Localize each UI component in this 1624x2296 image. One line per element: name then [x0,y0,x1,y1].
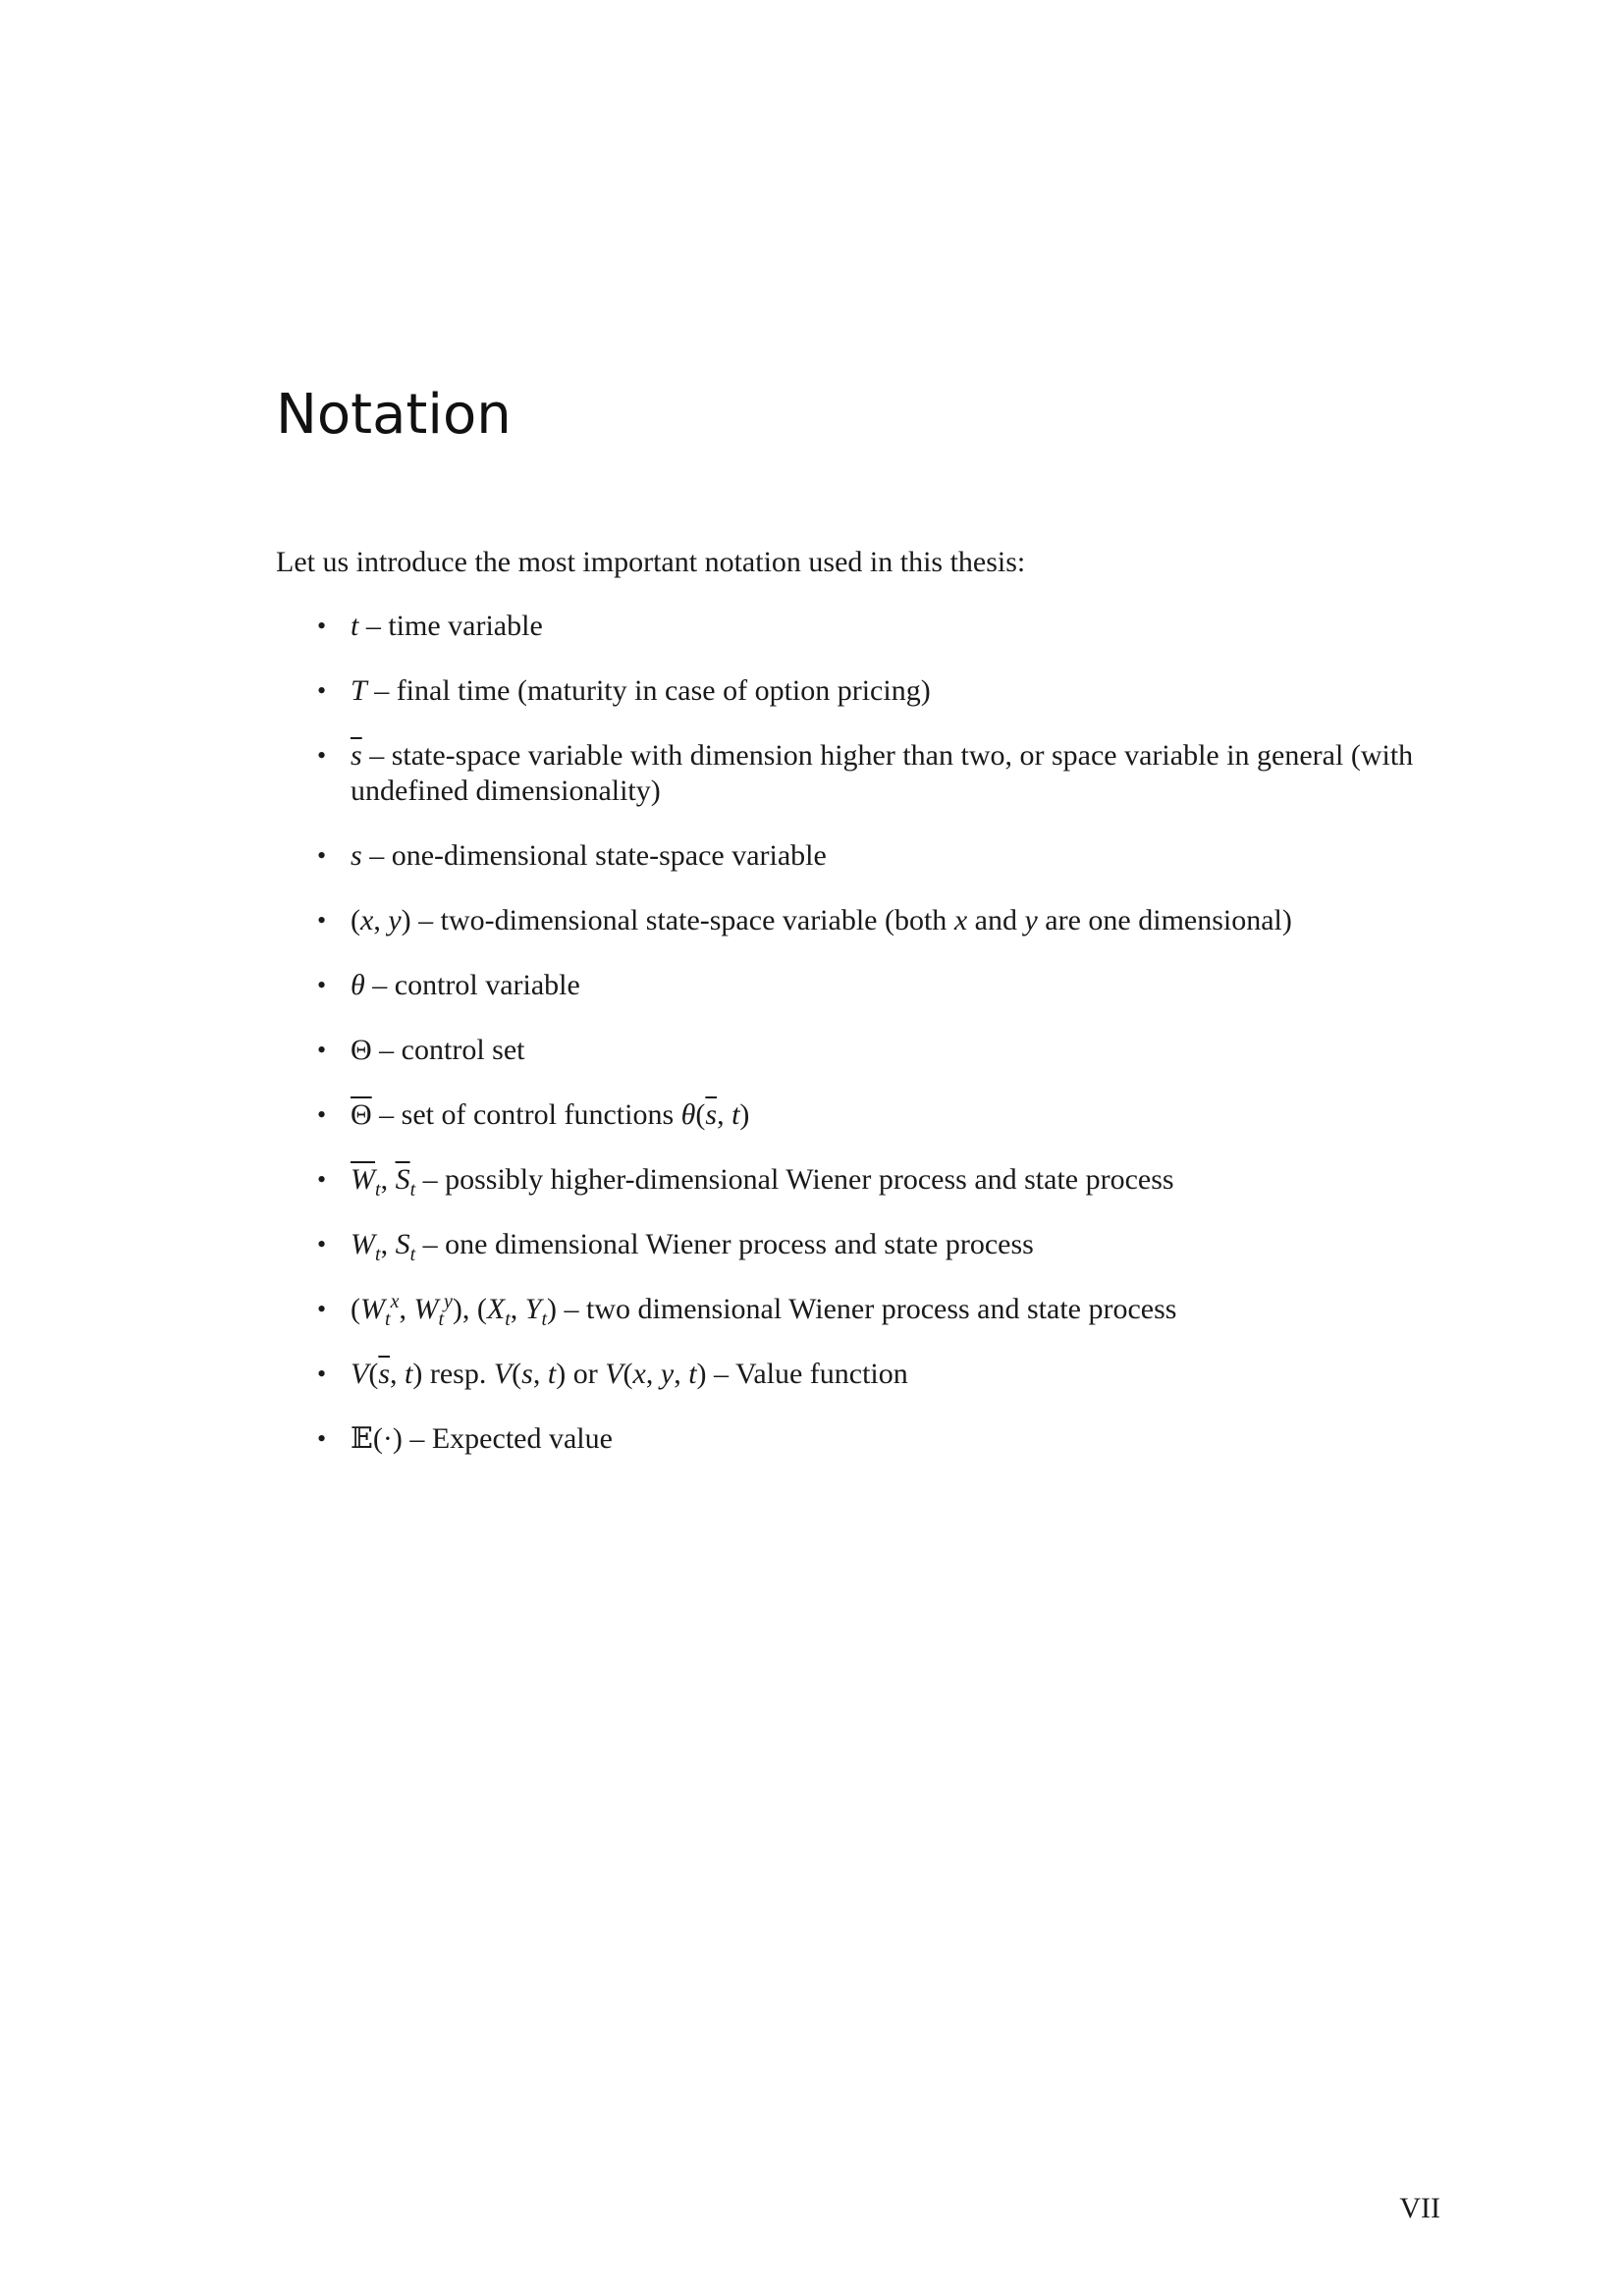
math-symbol: $\theta(\overline{s}$, t) [680,1098,750,1131]
item-description: – one-dimensional state-space variable [369,839,827,872]
math-symbol: y [1024,904,1038,936]
math-symbol: $\overline{W}_t$, $\overline{S}_t$ [351,1163,416,1201]
bullet-icon: • [317,841,327,870]
notation-list [276,609,1435,1486]
bullet-icon: • [317,1036,327,1064]
list-item [276,1291,1435,1330]
item-description: – final time (maturity in case of option pricing) [374,674,931,707]
bullet-icon: • [317,1360,327,1388]
math-symbol: Θ [351,1034,372,1066]
bullet-icon: • [317,906,327,934]
math-symbol: T [351,674,367,707]
list-item [276,968,1435,1003]
item-description: – state-space variable with dimension higher than two, or space variable in general (with undefined dimensionality) [351,739,1414,807]
intro-paragraph: Let us introduce the most important notation used in this thesis: [276,546,1026,578]
list-item [276,1421,1435,1457]
bullet-icon: • [317,676,327,705]
bullet-icon: • [317,741,327,770]
list-item [276,1097,1435,1133]
bullet-icon: • [317,1100,327,1129]
item-description: – set of control functions [379,1098,675,1131]
bullet-icon: • [317,1230,327,1258]
chapter-title: Notation [276,383,512,447]
list-item [276,838,1435,874]
list-item [276,1357,1435,1392]
bullet-icon: • [317,612,327,640]
list-item [276,609,1435,644]
item-description: – Expected value [409,1422,613,1455]
math-symbol: x [953,904,968,936]
page-number: VII [1399,2192,1440,2224]
bullet-icon: • [317,1295,327,1323]
item-description: – control set [379,1034,525,1066]
math-symbol: s [351,839,362,872]
math-symbol: V(s, t) [493,1358,567,1390]
math-symbol: $\overline{s}$ [351,739,362,772]
item-description: – control variable [372,969,580,1001]
item-description: – two dimensional Wiener process and state process [564,1293,1177,1325]
bullet-icon: • [317,1424,327,1453]
item-text: or [572,1358,598,1390]
math-symbol: $\overline{\Theta}$ [351,1098,372,1131]
math-symbol: (x, y) [351,904,411,936]
math-symbol: t [351,610,359,642]
item-description: and [974,904,1017,936]
math-symbol: V(x, y, t) [605,1358,707,1390]
list-item [276,1033,1435,1068]
item-description: – time variable [365,610,543,642]
math-symbol: ($W_t^x$, $W_t^y$), ($X_t$, $Y_t$) [351,1291,558,1330]
math-symbol: θ [351,969,365,1001]
item-description: – Value function [714,1358,908,1390]
list-item [276,1162,1435,1201]
math-symbol: $V(\overline{s}$, t) [351,1358,423,1390]
item-description: – possibly higher-dimensional Wiener process and state process [422,1163,1174,1196]
item-text: resp. [429,1358,487,1390]
list-item [276,673,1435,709]
item-description: – two-dimensional state-space variable (both [418,904,947,936]
math-symbol: $W_t$, $S_t$ [351,1228,416,1265]
bullet-icon: • [317,971,327,999]
item-description: are one dimensional) [1045,904,1292,936]
bullet-icon: • [317,1165,327,1194]
list-item [276,903,1435,938]
math-symbol: 𝔼(·) [351,1422,403,1455]
item-description: – one dimensional Wiener process and state process [422,1228,1034,1260]
list-item [276,1227,1435,1265]
list-item [276,738,1435,809]
